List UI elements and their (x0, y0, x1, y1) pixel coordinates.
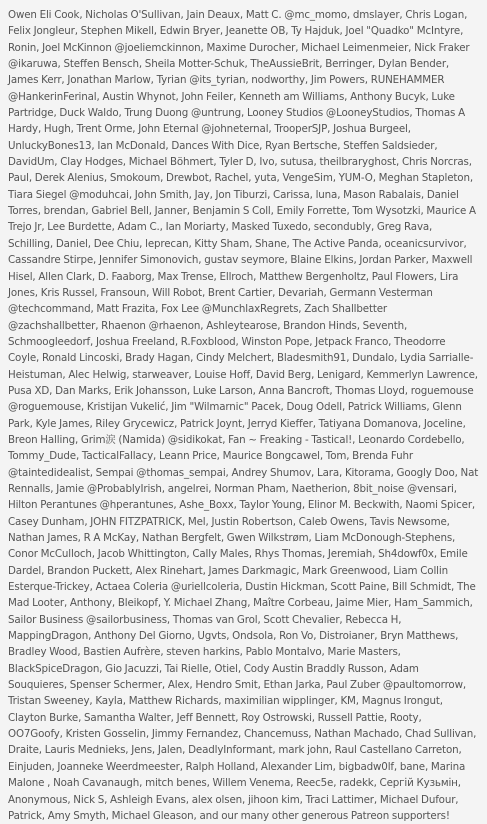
patreon-supporters-list: Owen Eli Cook, Nicholas O'Sullivan, Jain Deaux, Matt C. @mc_momo, dmslayer, Chris Logan, Felix Jongleur, Stephen Mikell, Edwin Bryer, Jeanette OB, Ty Hajduk, Joel "Quadko" McIntyre, Ronin, Joel McKinnon @joeliemckinnon, Maxime Durocher, Michael Leimenmeier, Nick Fraker @ikaruwa, Steffen Bensch, Sheila Motter-Schuk, TheAussieBrit, Berringer, Dylan Bender, James Kerr, Jonathan Marlow, Tyrian @its_tyrian, nodworthy, Jim Powers, RUNEHAMMER @HankerinFerinal, Austin Whynot, John Feiler, Kenneth am Williams, Anthony Bucyk, Luke Partridge, Duck Waldo, Trung Duong @untrung, Looney Studios @LooneyStudios, Thomas A Hardy, Hugh, Trent Orme, John Eternal @johneternal, TrooperSJP, Joshua Burgeel, UnluckyBones13, Ian McDonald, Dances With Dice, Ryan Bertsche, Steffen Saldsieder, DavidUm, Clay Hodges, Michael Böhmert, Tyler D, Ivo, sutusa, theilbraryghost, Chris Norcras, Paul, Derek Alenius, Smokoum, Drewbot, Rachel, yuta, VengeSim, YUM-O, Meghan Stapleton, Tiara Siegel @moduhcai, John Smith, Jay, Jon Tiburzi, Carissa, luna, Mason Rabalais, Daniel Torres, brendan, Gabriel Bell, Janner, Benjamin S Coll, Emily Forrette, Tom Wysotzki, Maurice A Trejo Jr, Lee Burdette, Adam C., Ian Moriarty, Masked Tuxedo, secondubly, Greg Rava, Schilling, Daniel, Dee Chiu, leprecan, Kitty Sham, Shane, The Active Panda, oceanicsurvivor, Cassandre Stirpe, Jennifer Simonovich, gustav seymore, Blaine Elkins, Jordan Parker, Maxwell Hisel, Allen Clark, D. Faaborg, Max Trense, Ellroch, Matthew Bergenholtz, Paul Flowers, Lira Jones, Kris Russel, Fransoun, Will Robot, Brent Cartier, Devariah, Germann Vesterman @techcommand, Matt Frazita, Fox Lee @MunchlaxRegrets, Zach Shallbetter @zachshallbetter, Rhaenon @rhaenon, Ashleytearose, Brandon Hinds, Seventh, Schmoogleedorf, Joshua Freeland, R.Foxblood, Winston Pope, Jetpack Franco, Theodorre Coyle, Ronald Lincoski, Brady Hagan, Cindy Melchert, Bladesmith91, Dundalo, Lydia Sarrialle-Heistuman, Alec Helwig, starweaver, Louise Hoff, David Berg, Lenigard, Kemmerlyn Lawrence, Pusa XD, Dan Marks, Erik Johansson, Luke Larson, Anna Bancroft, Thomas Lloyd, roguemouse @roguemouse, Kristijan Vukelić, Jim "Wilmarnic" Pacek, Doug Odell, Patrick Williams, Glenn Park, Kyle James, Riley Grycewicz, Patrick Joynt, Jerryd Kieffer, Tatiyana Domanova, Joceline, Breon Halling, Grim涙 (Namida) @sidikokat, Fan ~ Freaking - Tastical!, Leonardo Cordebello, Tommy_Dude, TacticalFallacy, Leann Price, Maurice Bongcawel, Tom, Brenda Fuhr @taintedidealist, Sempai @thomas_sempai, Andrey Shumov, Lara, Kitorama, Googly Doo, Nat Rennalls, Jamie @ProbablyIrish, angelrei, Norman Pham, Naetherion, 8bit_noise @vensari, Hilton Perantunes @hperantunes, Ashe_Boxx, Taylor Young, Elinor M. Beckwith, Naomi Spicer, Casey Dunham, JOHN FITZPATRICK, Mel, Justin Robertson, Caleb Owens, Tavis Newsome, Nathan James, R A McKay, Nathan Bergfelt, Gwen Wilkstrøm, Liam McDonough-Stephens, Conor McCulloch, Jacob Whittington, Cally Males, Rhys Thomas, Jeremiah, Sh4dowf0x, Emile Dardel, Brandon Puckett, Alex Rinehart, James Darkmagic, Mark Greenwood, Liam Collin Esterque-Trickey, Actaea Coleria @uriellcoleria, Dustin Hickman, Scott Paine, Bill Schmidt, The Mad Looter, Anthony, Bleikopf, Y. Michael Zhang, Maître Corbeau, Jaime Mier, Ham_Sammich, Sailor Business @sailorbusiness, Thomas van Grol, Scott Chevalier, Rebecca H, MappingDragon, Anthony Del Giorno, Ugvts, Ondsola, Ron Vo, Distroianer, Bryn Matthews, Bradley Wood, Bastien Aufrère, steven harkins, Pablo Montalvo, Marie Masters, BlackSpiceDragon, Gio Jacuzzi, Tai Rielle, Otiel, Cody Austin Braddly Russon, Adam Souquieres, Spenser Schermer, Alex, Hendro Smit, Ethan Jarka, Paul Zuber @paultomorrow, Tristan Sweeney, Kayla, Matthew Richards, maximilian wipplinger, KM, Magnus Irongut, Clayton Burke, Samantha Walter, Jeff Bennett, Roy Ostrowski, Russell Pattie, Rooty, OO7Goofy, Kristen Gosselin, Jimmy Fernandez, Chancemuss, Nathan Machado, Chad Sullivan, Draite, Lauris Mednieks, Jens, Jalen, DeadlyInformant, mark john, Raul Castellano Carreton, Einjuden, Joanneke Weerdmeester, Ralph Holland, Alexander Lim, bigbadw0lf, bane, Marina Malone , Noah Cavanaugh, mitch benes, Willem Venema, Reec5e, radekk, Сергій Кузьмін, Anonymous, Nick S, Ashleigh Evans, alex olsen, jihoon kim, Traci Lattimer, Michael Dufour, Patrick, Amy Smyth, Michael Gleason, and our many other generous Patreon supporters! (8, 9, 479, 822)
